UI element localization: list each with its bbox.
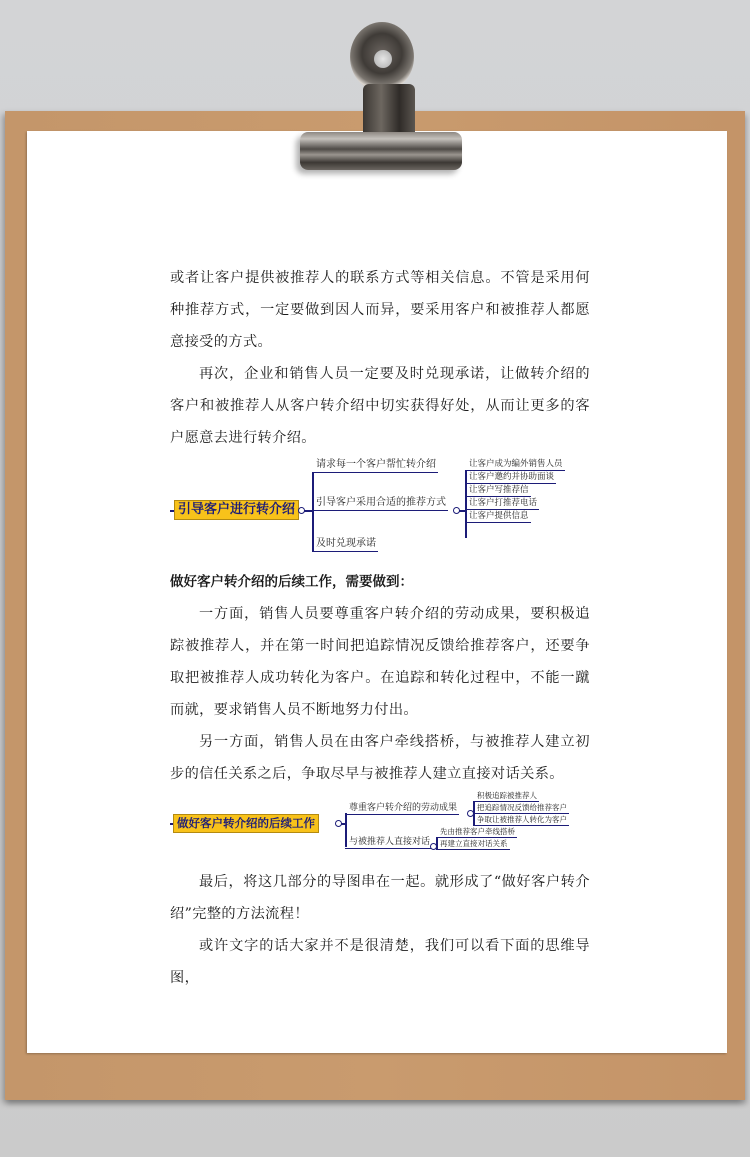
- mindmap-leaf: 让客户写推荐信: [465, 484, 531, 497]
- mindmap-branch: 请求每一个客户帮忙转介绍: [312, 458, 438, 473]
- mindmap-leaf: 再建立直接对话关系: [436, 838, 510, 850]
- document-body: [170, 262, 590, 994]
- clip-hole: [374, 50, 392, 68]
- mindmap-leaf: 让客户成为编外销售人员: [465, 458, 565, 471]
- paragraph: 一方面，销售人员要尊重客户转介绍的劳动成果，要积极追踪被推荐人，并在第一时间把追踪情况反馈给推荐客户，还要争取把被推荐人成功转化为客户。在追踪和转化过程中，不能一蹴而就，要求销售人员不断地努力付出。: [170, 606, 590, 718]
- mindmap-leaf: 先由推荐客户牵线搭桥: [436, 826, 517, 838]
- mindmap-followup-work: [170, 791, 590, 862]
- mindmap-leaf: 积极追踪被推荐人: [473, 790, 539, 802]
- clip-base: [300, 132, 462, 170]
- paragraph: 或者让客户提供被推荐人的联系方式等相关信息。不管是采用何种推荐方式，一定要做到因人而异，要采用客户和被推荐人都愿意接受的方式。: [170, 270, 590, 350]
- paragraph: 最后，将这几部分的导图串在一起。就形成了“做好客户转介绍”完整的方法流程！: [170, 874, 590, 922]
- clip-neck: [363, 84, 415, 139]
- mindmap-root: 引导客户进行转介绍: [174, 500, 299, 520]
- mindmap-leaf: 让客户邀约并协助面谈: [465, 471, 556, 484]
- mindmap-leaf: 让客户提供信息: [465, 510, 531, 523]
- mindmap-root: 做好客户转介绍的后续工作: [173, 814, 319, 833]
- section-heading: 做好客户转介绍的后续工作，需要做到：: [170, 574, 413, 590]
- paragraph: 另一方面，销售人员在由客户牵线搭桥，与被推荐人建立初步的信任关系之后，争取尽早与被推荐人建立直接对话关系。: [170, 734, 590, 782]
- mindmap-leaf: 把追踪情况反馈给推荐客户: [473, 802, 569, 814]
- binder-clip-icon: [270, 22, 470, 170]
- paragraph: 再次，企业和销售人员一定要及时兑现承诺，让做转介绍的客户和被推荐人从客户转介绍中切实获得好处，从而让更多的客户愿意去进行转介绍。: [170, 366, 590, 446]
- mindmap-branch: 与被推荐人直接对话: [345, 836, 432, 849]
- mindmap-leaf: 争取让被推荐人转化为客户: [473, 814, 569, 826]
- mindmap-leaf: 让客户打推荐电话: [465, 497, 539, 510]
- mindmap-branch: 引导客户采用合适的推荐方式: [312, 496, 448, 511]
- paragraph: 或许文字的话大家并不是很清楚，我们可以看下面的思维导图，: [170, 938, 590, 986]
- mindmap-referral-guidance: [170, 458, 590, 562]
- mindmap-branch: 及时兑现承诺: [312, 537, 378, 552]
- mindmap-branch: 尊重客户转介绍的劳动成果: [345, 802, 459, 815]
